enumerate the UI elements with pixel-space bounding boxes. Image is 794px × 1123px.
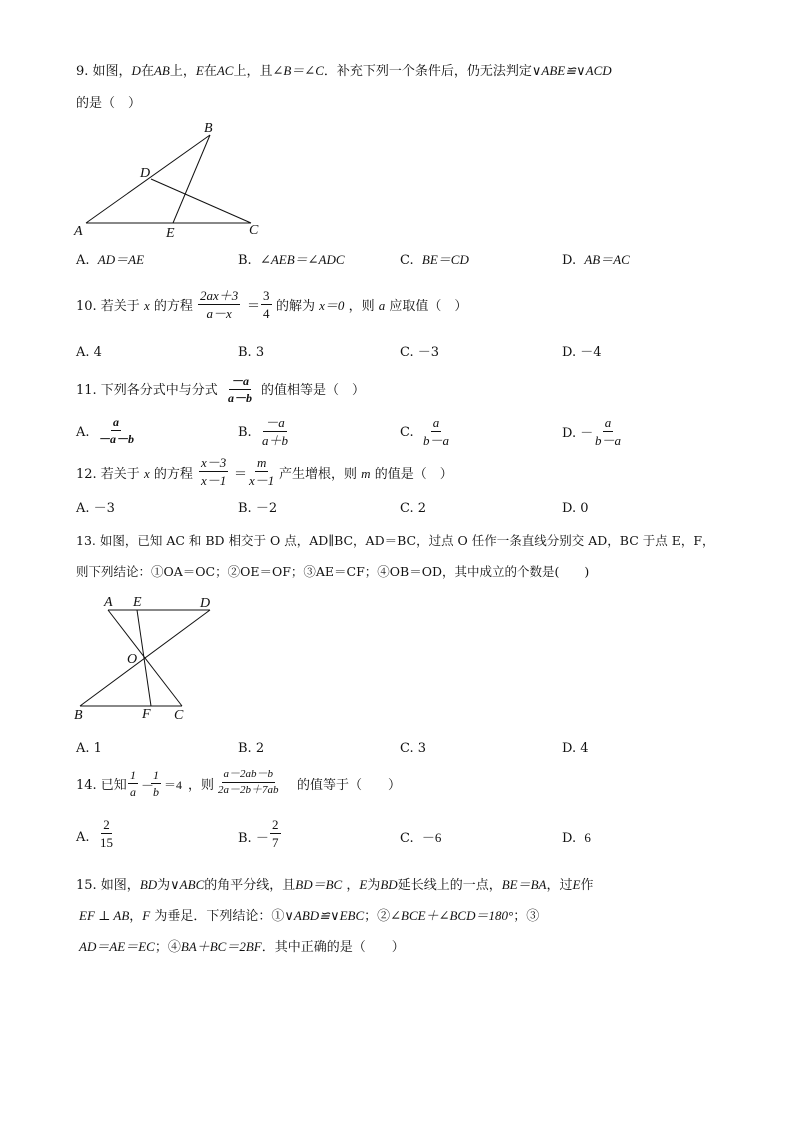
q12-frac2-num: m <box>256 455 267 470</box>
q12-prefix <box>76 467 193 481</box>
q14-option-c-text: －6 <box>421 830 442 845</box>
q11-option-c-letter: C. <box>400 425 414 440</box>
q9-text3: 上，且 <box>233 64 273 79</box>
q15-ef-ab: EF ⊥ AB <box>79 908 130 923</box>
q10-text2: 的解为 <box>276 299 316 314</box>
q9-option-c-letter: C. <box>400 253 414 268</box>
q11-frac-den: a－b <box>228 391 253 405</box>
q10-option-c-text: －3 <box>417 345 440 360</box>
q14-option-a-fraction <box>98 818 115 849</box>
q9-stem-line1 <box>76 64 612 78</box>
q9-label-D: D <box>140 166 151 181</box>
q13-label-C: C <box>174 708 184 723</box>
q11-option-d-den: b－a <box>595 433 622 448</box>
q15-stem-line2 <box>79 909 539 923</box>
q12-option-b-letter: B. <box>238 501 252 516</box>
q12-option-d-letter: D. <box>562 501 577 516</box>
q15-t2: 的角平分线，且 <box>204 878 296 893</box>
q9-figure <box>70 118 270 240</box>
q13-line-DB <box>80 610 210 706</box>
q14-minus: － <box>141 778 155 793</box>
q13-label-O: O <box>127 652 138 667</box>
q10-option-d[interactable] <box>562 346 602 359</box>
q9-option-d-letter: D. <box>562 253 577 268</box>
q15-t10: ；② <box>364 909 391 924</box>
q11-option-d[interactable] <box>562 426 593 440</box>
q15-bd-bc: BD＝BC <box>295 877 343 892</box>
q9-option-a[interactable] <box>76 253 144 267</box>
q10-option-d-text: －4 <box>580 345 602 360</box>
q14-f2-num: 1 <box>153 768 159 782</box>
q12-option-a-letter: A. <box>76 501 90 516</box>
q14-option-b-fraction <box>270 818 281 849</box>
q9-var-AC: AC <box>216 63 234 78</box>
q9-option-b[interactable] <box>238 253 345 267</box>
q9-text2: 上， <box>169 64 196 79</box>
q11-option-a-fraction <box>96 416 136 445</box>
q11-option-b-letter: B. <box>238 425 252 440</box>
q10-frac2-den: 4 <box>263 306 270 321</box>
q14-f3-num: a－2ab－b <box>222 769 276 783</box>
q15-prefix: 15. 如图， <box>76 878 140 893</box>
q9-angle-eq: ∠B＝∠C <box>272 63 324 78</box>
q13-stem-line1: 13. 如图，已知 AC 和 BD 相交于 O 点，AD∥BC，AD＝BC，过点 O 任作一条直线分别交 AD，BC 于点 E，F， <box>76 533 715 548</box>
q14-option-a[interactable] <box>76 831 90 844</box>
q10-var-x: x <box>143 298 150 313</box>
q13-label-F: F <box>142 707 151 722</box>
q13-label-E: E <box>133 595 142 610</box>
q9-option-c-text: BE＝CD <box>421 252 469 267</box>
q15-t3: ， <box>346 878 360 893</box>
q10-option-d-letter: D. <box>562 345 577 360</box>
q10-text3: ，则 <box>348 299 375 314</box>
q13-option-b-letter: B. <box>238 741 252 756</box>
q14-option-b-sign: － <box>255 830 269 845</box>
q11-option-b-num: －a <box>265 415 285 430</box>
q14-fraction-1 <box>128 769 138 798</box>
q15-t13: ．其中正确的是（ ） <box>261 940 405 955</box>
q11-frac-num: －a <box>231 374 250 388</box>
q14-option-c[interactable] <box>400 831 441 845</box>
q13-option-c-letter: C. <box>400 741 414 756</box>
q13-option-a-letter: A. <box>76 741 90 756</box>
q14-option-d[interactable] <box>562 831 591 845</box>
q15-var-F: F <box>142 908 151 923</box>
q11-prefix: 11. 下列各分式中与分式 <box>76 383 218 398</box>
q15-congruence: ∨ABD≌∨EBC <box>284 908 365 923</box>
q15-t11: ；③ <box>513 909 540 924</box>
q12-equals: ＝ <box>234 466 248 481</box>
q14-option-a-num: 2 <box>103 817 110 832</box>
q10-var-a: a <box>378 298 386 313</box>
q15-stem-line1 <box>76 878 593 892</box>
q9-text4: ．补充下列一个条件后，仍无法判定 <box>323 64 532 79</box>
q9-stem-line2: 的是（ ） <box>76 96 142 111</box>
q10-option-c-letter: C. <box>400 345 414 360</box>
q10-text1: 的方程 <box>153 299 193 314</box>
q11-fraction <box>226 375 254 404</box>
q15-t7: 作 <box>580 878 594 893</box>
q9-line-DC <box>151 179 251 223</box>
q14-option-b-den: 7 <box>272 835 279 850</box>
q12-option-c-letter: C. <box>400 501 414 516</box>
q11-option-c-den: b－a <box>423 433 450 448</box>
q14-option-b[interactable] <box>238 831 269 845</box>
q14-option-b-letter: B. <box>238 831 252 846</box>
q13-option-c-text: 3 <box>417 741 427 756</box>
q12-frac1-num: x－3 <box>201 455 227 470</box>
q11-option-c-fraction <box>421 416 451 447</box>
q11-option-b-den: a＋b <box>262 433 289 448</box>
q10-option-b-text: 3 <box>255 345 265 360</box>
q10-frac2-num: 3 <box>263 288 270 303</box>
q12-fraction-2 <box>247 456 276 487</box>
q12-prefix-text: 12. 若关于 <box>76 467 140 482</box>
q14-option-d-text: 6 <box>584 830 591 845</box>
q11-option-a-num: a <box>113 415 119 429</box>
q14-f1-den: a <box>130 785 136 799</box>
q9-option-d-text: AB＝AC <box>584 252 630 267</box>
q10-option-b-letter: B. <box>238 345 252 360</box>
q11-option-a[interactable] <box>76 426 90 439</box>
q11-option-b-fraction <box>260 416 290 447</box>
q15-t1: 为 <box>157 878 171 893</box>
q13-option-d[interactable] <box>562 742 589 755</box>
q11-suffix: 的值相等是（ ） <box>261 383 366 398</box>
q10-option-a[interactable] <box>76 346 102 359</box>
q10-frac1-num: 2ax＋3 <box>200 288 239 303</box>
q13-figure <box>70 592 230 724</box>
q14-text1: ，则 <box>188 778 215 793</box>
q14-option-a-den: 15 <box>100 835 113 850</box>
q14-option-b-num: 2 <box>272 817 279 832</box>
q12-fraction-1 <box>199 456 228 487</box>
q14-fraction-3 <box>216 769 281 796</box>
q13-option-b-text: 2 <box>255 741 265 756</box>
q10-prefix <box>76 299 193 313</box>
q13-option-b[interactable] <box>238 742 264 755</box>
q14-prefix: 14. 已知 <box>76 778 127 793</box>
q11-option-d-sign: － <box>580 425 594 440</box>
q13-option-d-letter: D. <box>562 741 577 756</box>
q9-label-C: C <box>249 223 259 238</box>
q15-var-BD: BD <box>139 877 158 892</box>
q11-option-a-den: －a－b <box>98 432 135 446</box>
q14-equals-four: ＝4 <box>164 778 183 792</box>
q15-ba-bc: BA＋BC＝2BF <box>180 939 262 954</box>
q9-label-E: E <box>166 226 175 240</box>
q13-option-c[interactable] <box>400 742 426 755</box>
q12-option-b[interactable] <box>238 502 277 515</box>
q14-f3-den: 2a－2b＋7ab <box>218 784 279 796</box>
q15-t5: 延长线上的一点， <box>397 878 502 893</box>
q15-ad-ae-ec: AD＝AE＝EC <box>79 939 155 954</box>
q12-frac1-den: x－1 <box>201 473 227 488</box>
q12-option-b-text: －2 <box>255 501 278 516</box>
q12-var-x: x <box>143 466 150 481</box>
q10-fraction-1 <box>198 289 240 320</box>
q9-option-a-text: AD＝AE <box>97 252 145 267</box>
q9-label-A: A <box>74 224 83 239</box>
q9-option-c[interactable] <box>400 253 469 267</box>
q13-option-a[interactable] <box>76 742 102 755</box>
q10-option-a-text: 4 <box>93 345 102 360</box>
q10-prefix-text: 10. 若关于 <box>76 299 140 314</box>
q9-option-d[interactable] <box>562 253 630 267</box>
q12-option-a-text: －3 <box>93 501 115 516</box>
q9-var-AB: AB <box>153 63 170 78</box>
q9-option-b-letter: B. <box>238 253 252 268</box>
q15-t8: ， <box>129 909 143 924</box>
q11-option-d-num: a <box>604 415 612 430</box>
q15-triangle: ∨ABC <box>170 877 205 892</box>
q14-f2-den: b <box>153 785 159 799</box>
q9-prefix: 9. 如图， <box>76 64 132 79</box>
q13-option-d-text: 4 <box>580 741 589 756</box>
q14-option-c-letter: C. <box>400 831 414 846</box>
q12-text1: 的方程 <box>153 467 193 482</box>
q12-text2: 产生增根，则 <box>279 467 358 482</box>
q12-option-c[interactable] <box>400 502 426 515</box>
q14-suffix: 的值等于（ ） <box>297 778 402 793</box>
q12-frac2-den: x－1 <box>249 473 275 488</box>
q15-stem-line3 <box>79 940 405 954</box>
q10-frac1-den: a－x <box>206 306 232 321</box>
q10-option-a-letter: A. <box>76 345 90 360</box>
q13-stem-line2: 则下列结论：①OA＝OC；②OE＝OF；③AE＝CF；④OB＝OD，其中成立的个数是( ) <box>76 564 590 579</box>
q11-option-d-letter: D. <box>562 426 577 441</box>
q9-label-B: B <box>204 121 213 136</box>
q12-option-d[interactable] <box>562 502 589 515</box>
q13-line-EF <box>137 610 151 706</box>
q11-option-a-letter: A. <box>76 425 90 440</box>
q12-suffix <box>279 467 453 481</box>
q10-option-b[interactable] <box>238 346 264 359</box>
q15-var-E-2: E <box>572 877 581 892</box>
q13-label-B: B <box>74 708 83 723</box>
q14-option-a-letter: A. <box>76 830 90 845</box>
q15-t9: 为垂足．下列结论：① <box>154 909 285 924</box>
q11-option-c[interactable] <box>400 426 414 439</box>
q10-option-c[interactable] <box>400 346 439 359</box>
q14-fraction-2 <box>151 769 161 798</box>
q12-option-a[interactable] <box>76 502 115 515</box>
q9-var-D: D <box>131 63 141 78</box>
q9-option-a-letter: A. <box>76 253 90 268</box>
q9-text1b: 在 <box>203 64 217 79</box>
q9-option-b-text: ∠AEB＝∠ADC <box>259 252 345 267</box>
q9-congruence: ∨ABE≌∨ACD <box>531 63 612 78</box>
q10-equals: ＝ <box>247 298 261 313</box>
q12-option-d-text: 0 <box>580 501 589 516</box>
q10-suffix <box>276 299 467 313</box>
q12-text3: 的值是（ ） <box>374 467 453 482</box>
q15-angle-sum: ∠BCE＋∠BCD＝180° <box>390 908 514 923</box>
q13-option-a-text: 1 <box>93 741 102 756</box>
q14-option-d-letter: D. <box>562 831 577 846</box>
q13-label-A: A <box>104 595 113 610</box>
q11-option-d-fraction <box>593 416 623 447</box>
q9-text1: 在 <box>140 64 154 79</box>
q12-var-m: m <box>361 466 371 481</box>
q15-var-E: E <box>359 877 368 892</box>
q15-var-BD-2: BD <box>380 877 398 892</box>
q14-f1-num: 1 <box>130 768 136 782</box>
q11-option-c-num: a <box>432 415 440 430</box>
q15-t6: ，过 <box>546 878 573 893</box>
q10-fraction-2 <box>261 289 272 320</box>
q10-solution: x＝0 <box>319 298 345 313</box>
q9-var-E: E <box>195 63 204 78</box>
q11-option-b[interactable] <box>238 426 252 439</box>
q15-t4: 为 <box>367 878 381 893</box>
q12-option-c-text: 2 <box>417 501 427 516</box>
q15-be-ba: BE＝BA <box>501 877 547 892</box>
q13-label-D: D <box>200 596 211 611</box>
q10-text4: 应取值（ ） <box>389 299 468 314</box>
q15-t12: ；④ <box>154 940 181 955</box>
